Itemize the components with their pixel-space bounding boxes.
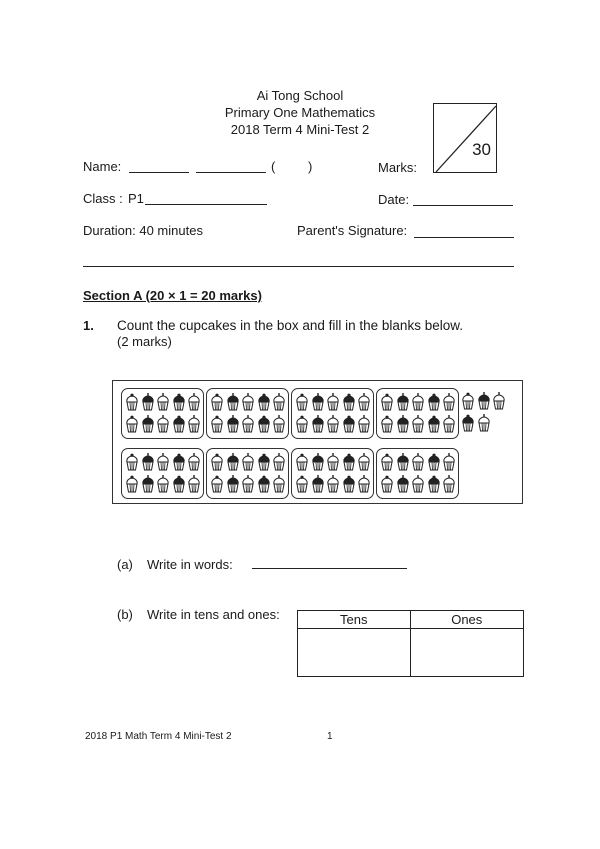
- cupcake-icon: [357, 415, 371, 433]
- cupcake-icon: [295, 453, 309, 471]
- date-line[interactable]: [413, 193, 513, 206]
- signature-label: Parent's Signature:: [297, 223, 408, 238]
- register-paren-open: (: [271, 159, 276, 174]
- cupcake-icon: [210, 453, 224, 471]
- cupcake-icon: [295, 415, 309, 433]
- cupcake-icon: [326, 415, 340, 433]
- footer-title: 2018 P1 Math Term 4 Mini-Test 2: [85, 731, 232, 742]
- cupcake-icon: [172, 453, 186, 471]
- cupcake-icon: [156, 393, 170, 411]
- cupcake-icon: [272, 453, 286, 471]
- class-value: P1: [128, 191, 144, 206]
- cupcake-icon: [172, 393, 186, 411]
- cupcake-icon: [226, 475, 240, 493]
- cupcake-icon: [411, 453, 425, 471]
- cupcake-icon: [427, 393, 441, 411]
- tens-column[interactable]: [298, 611, 411, 676]
- part-b-label: (b): [117, 607, 133, 622]
- cupcake-icon: [187, 475, 201, 493]
- cupcake-icon: [461, 392, 475, 410]
- cupcake-group: [291, 388, 374, 439]
- marks-diagonal: [434, 104, 498, 174]
- cupcake-icon: [342, 453, 356, 471]
- cupcake-icon: [442, 453, 456, 471]
- cupcake-group: [376, 448, 459, 499]
- cupcake-group: [376, 388, 459, 439]
- cupcake-icon: [226, 393, 240, 411]
- answer-words-line[interactable]: [252, 568, 407, 569]
- cupcake-icon: [396, 475, 410, 493]
- cupcake-icon: [187, 393, 201, 411]
- cupcake-icon: [442, 415, 456, 433]
- cupcake-icon: [461, 414, 475, 432]
- question-text: Count the cupcakes in the box and fill in the blanks below.: [117, 318, 463, 333]
- cupcake-icon: [326, 453, 340, 471]
- cupcake-icon: [156, 453, 170, 471]
- cupcake-icon: [357, 393, 371, 411]
- part-b-text: Write in tens and ones:: [147, 607, 280, 622]
- cupcake-icon: [411, 393, 425, 411]
- cupcake-icon: [125, 415, 139, 433]
- cupcake-icon: [226, 415, 240, 433]
- cupcake-icon: [172, 415, 186, 433]
- class-line[interactable]: [145, 192, 267, 205]
- cupcake-icon: [427, 453, 441, 471]
- cupcake-group: [206, 448, 289, 499]
- page-number: 1: [327, 731, 333, 742]
- cupcake-icon: [411, 415, 425, 433]
- marks-total: 30: [472, 140, 491, 159]
- cupcake-icon: [342, 393, 356, 411]
- header-divider: [83, 266, 514, 267]
- cupcake-icon: [357, 475, 371, 493]
- cupcake-icon: [257, 415, 271, 433]
- cupcake-icon: [141, 475, 155, 493]
- question-marks: (2 marks): [117, 334, 172, 349]
- cupcake-icon: [156, 475, 170, 493]
- cupcake-icon: [272, 393, 286, 411]
- cupcake-icon: [311, 415, 325, 433]
- cupcake-icon: [272, 475, 286, 493]
- section-title: Section A (20 × 1 = 20 marks): [83, 288, 262, 303]
- name-line-1[interactable]: [129, 160, 189, 173]
- cupcake-icon: [125, 393, 139, 411]
- cupcake-icon: [492, 392, 506, 410]
- cupcake-group: [206, 388, 289, 439]
- cupcake-icon: [141, 453, 155, 471]
- cupcake-icon: [442, 475, 456, 493]
- cupcake-icon: [210, 393, 224, 411]
- cupcake-icon: [396, 415, 410, 433]
- marks-box: [433, 103, 497, 173]
- cupcake-icon: [342, 475, 356, 493]
- school-name: Ai Tong School: [256, 88, 344, 103]
- date-label: Date:: [378, 192, 410, 207]
- cupcake-icon: [380, 415, 394, 433]
- test-title: 2018 Term 4 Mini-Test 2: [230, 122, 370, 137]
- cupcake-icon: [272, 415, 286, 433]
- cupcake-group: [291, 448, 374, 499]
- cupcake-icon: [380, 393, 394, 411]
- cupcake-icon: [141, 393, 155, 411]
- cupcake-icon: [311, 453, 325, 471]
- cupcake-icon: [396, 393, 410, 411]
- cupcake-icon: [326, 475, 340, 493]
- cupcake-icon: [257, 475, 271, 493]
- cupcake-icon: [210, 475, 224, 493]
- cupcake-icon: [125, 453, 139, 471]
- name-line-2[interactable]: [196, 160, 266, 173]
- part-a-label: (a): [117, 557, 133, 572]
- question-number: 1.: [83, 318, 94, 333]
- cupcake-icon: [257, 393, 271, 411]
- subject-title: Primary One Mathematics: [224, 105, 376, 120]
- ones-column[interactable]: [411, 611, 524, 676]
- cupcake-icon: [241, 453, 255, 471]
- cupcake-icon: [427, 475, 441, 493]
- cupcake-icon: [442, 393, 456, 411]
- cupcake-icon: [257, 453, 271, 471]
- cupcake-icon: [396, 453, 410, 471]
- cupcake-icon: [311, 475, 325, 493]
- cupcake-group: [121, 448, 204, 499]
- cupcake-icon: [156, 415, 170, 433]
- cupcake-icon: [187, 453, 201, 471]
- cupcake-icon: [357, 453, 371, 471]
- cupcake-icon: [477, 392, 491, 410]
- marks-label: Marks:: [378, 160, 417, 175]
- name-label: Name:: [83, 159, 122, 174]
- cupcake-icon: [210, 415, 224, 433]
- ones-header: Ones: [411, 611, 524, 629]
- signature-line[interactable]: [414, 225, 514, 238]
- cupcake-icon: [241, 393, 255, 411]
- cupcake-icon: [311, 393, 325, 411]
- cupcake-group: [121, 388, 204, 439]
- cupcake-icon: [477, 414, 491, 432]
- cupcake-icon: [241, 415, 255, 433]
- tens-ones-table: [297, 610, 524, 677]
- part-a-text: Write in words:: [147, 557, 233, 572]
- cupcake-icon: [411, 475, 425, 493]
- loose-cupcakes: [461, 388, 521, 439]
- cupcake-icon: [141, 415, 155, 433]
- cupcake-icon: [427, 415, 441, 433]
- cupcake-icon: [125, 475, 139, 493]
- cupcake-icon: [342, 415, 356, 433]
- cupcake-icon: [226, 453, 240, 471]
- cupcake-icon: [241, 475, 255, 493]
- class-label: Class :: [83, 191, 123, 206]
- tens-header: Tens: [298, 611, 410, 629]
- duration-text: Duration: 40 minutes: [83, 223, 203, 238]
- cupcake-icon: [326, 393, 340, 411]
- cupcake-icon: [295, 475, 309, 493]
- cupcake-icon: [295, 393, 309, 411]
- cupcake-icon: [380, 475, 394, 493]
- cupcake-icon: [172, 475, 186, 493]
- cupcake-icon: [187, 415, 201, 433]
- register-paren-close: ): [308, 159, 313, 174]
- cupcake-icon: [380, 453, 394, 471]
- cupcake-box: [112, 380, 523, 504]
